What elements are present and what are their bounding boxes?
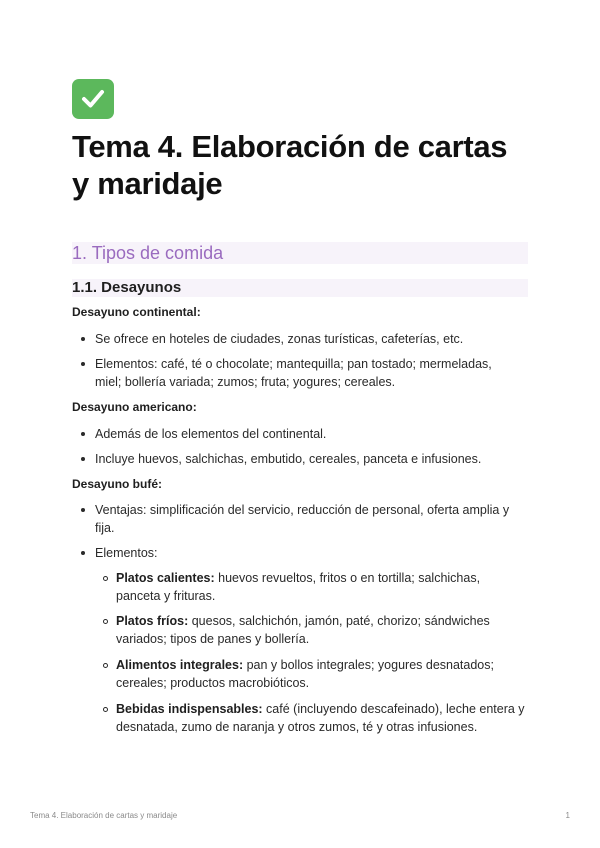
check-mark-icon — [72, 79, 114, 119]
continental-label: Desayuno continental: — [72, 305, 201, 319]
list-item: Elementos: café, té o chocolate; mantequilla; pan tostado; mermeladas, miel; bollería variada; zumos; fruta; yogures; cereales. — [95, 357, 492, 389]
sublist-item — [116, 700, 528, 736]
bullet-icon — [81, 551, 85, 555]
sublist-term: Platos fríos: — [116, 614, 189, 628]
bufe-label: Desayuno bufé: — [72, 477, 163, 491]
list-item: Se ofrece en hoteles de ciudades, zonas turísticas, cafeterías, etc. — [95, 332, 464, 346]
sublist-text: huevos revueltos, fritos o en tortilla; salchichas, panceta y frituras. — [116, 571, 481, 603]
circle-bullet-icon — [103, 619, 108, 624]
sublist-item — [116, 569, 516, 605]
section-heading: 1. Tipos de comida — [72, 243, 224, 263]
sublist-term: Alimentos integrales: — [116, 658, 244, 672]
sublist-text: quesos, salchichón, jamón, paté, chorizo; sándwiches variados; tipos de panes y bollería. — [116, 614, 490, 646]
sublist-text: pan y bollos integrales; yogures desnatados; cereales; productos macrobióticos. — [116, 658, 494, 690]
sublist-term: Platos calientes: — [116, 571, 215, 585]
list-item: Elementos: — [95, 546, 158, 560]
footer-title: Tema 4. Elaboración de cartas y maridaje — [30, 811, 178, 820]
sublist-item — [116, 656, 516, 692]
bullet-icon — [81, 362, 85, 366]
subsection-heading: 1.1. Desayunos — [72, 279, 182, 296]
bullet-icon — [81, 457, 85, 461]
sublist-item — [116, 612, 516, 648]
list-item: Incluye huevos, salchichas, embutido, cereales, panceta e infusiones. — [95, 452, 482, 466]
circle-bullet-icon — [103, 663, 108, 668]
page-number: 1 — [565, 811, 570, 820]
circle-bullet-icon — [103, 707, 108, 712]
sublist-text: café (incluyendo descafeinado), leche entera y desnatada, zumo de naranja y otros zumos, té y otras infusiones. — [116, 702, 525, 734]
list-item: Ventajas: simplificación del servicio, reducción de personal, oferta amplia y fija. — [95, 503, 510, 535]
sublist-term: Bebidas indispensables: — [116, 702, 263, 716]
bullet-icon — [81, 337, 85, 341]
americano-label: Desayuno americano: — [72, 400, 197, 414]
bullet-icon — [81, 432, 85, 436]
bullet-icon — [81, 508, 85, 512]
list-item: Además de los elementos del continental. — [95, 427, 327, 441]
page-title: Tema 4. Elaboración de cartas y maridaje — [72, 129, 508, 201]
circle-bullet-icon — [103, 576, 108, 581]
